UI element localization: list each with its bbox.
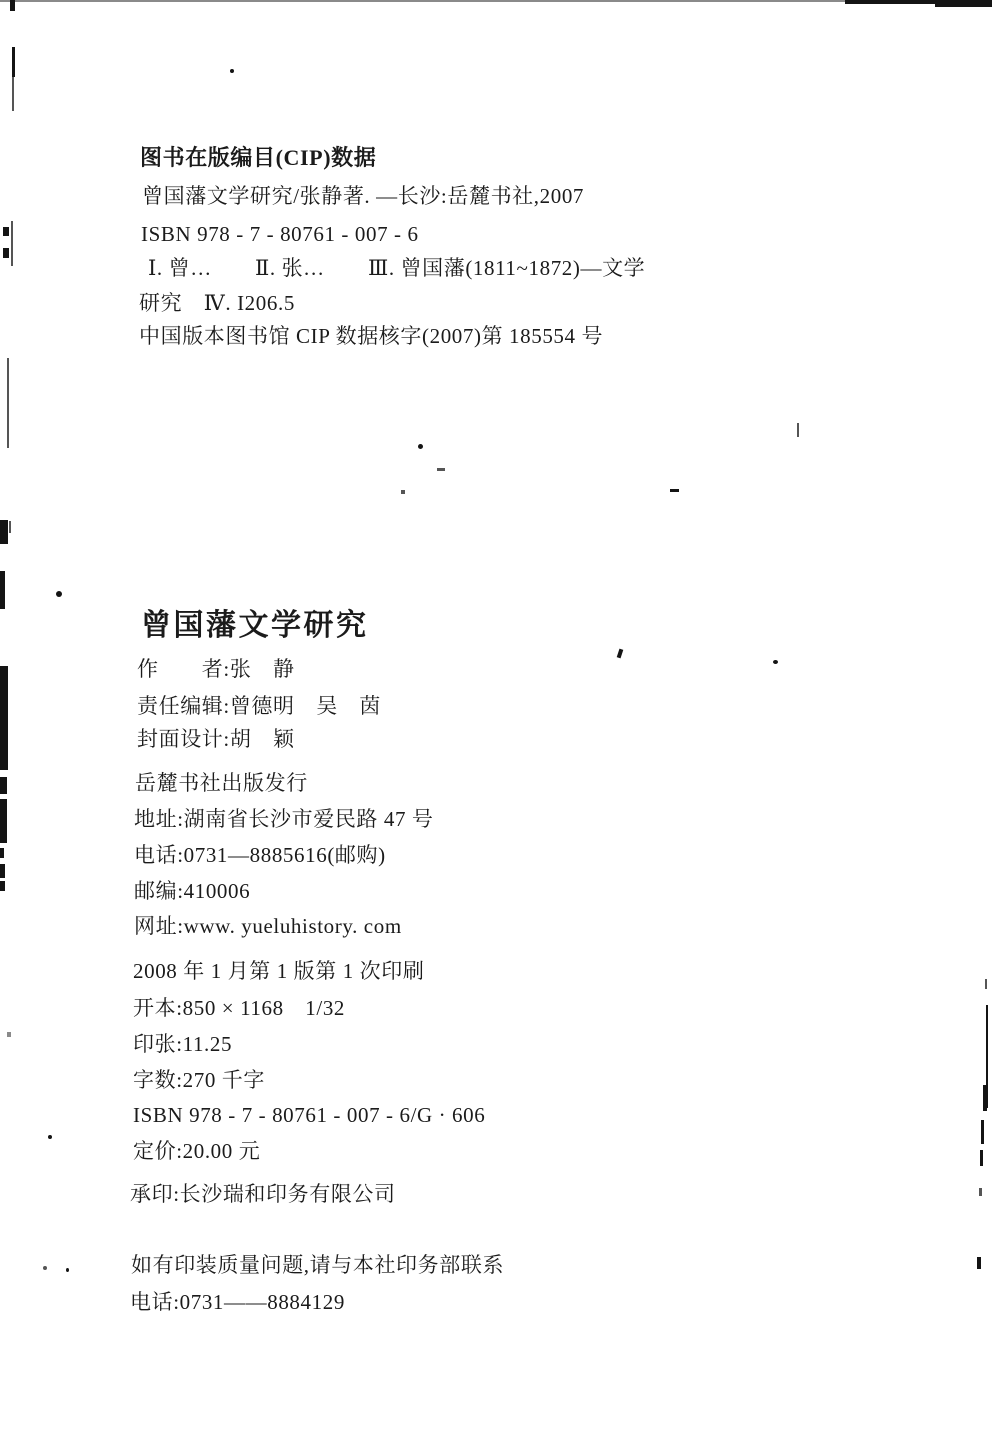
scan-artifact-right-segment — [980, 1150, 983, 1166]
scan-artifact-right-tick — [985, 979, 987, 989]
scan-artifact-left-block — [0, 520, 8, 544]
phone-line: 电话:0731—8885616(邮购) — [134, 843, 386, 867]
quality-phone-line: 电话:0731——8884129 — [130, 1290, 345, 1314]
scan-artifact-top-left-tick — [10, 0, 15, 11]
scan-artifact-left-block — [0, 799, 7, 843]
scan-artifact-left-dash — [0, 864, 5, 878]
cip-registry-number: 中国版本图书馆 CIP 数据核字(2007)第 185554 号 — [139, 324, 604, 348]
cover-design-line: 封面设计:胡 颖 — [137, 727, 295, 751]
scan-artifact-right-wedge — [983, 1085, 987, 1111]
scan-artifact-right-segment — [981, 1120, 984, 1144]
postcode-line: 邮编:410006 — [134, 879, 251, 903]
scan-artifact-left-tick — [9, 521, 11, 533]
publisher-line: 岳麓书社出版发行 — [135, 771, 308, 795]
scan-artifact-left-blob — [3, 227, 9, 236]
scan-artifact-left-blob — [3, 248, 9, 258]
book-title: 曾国藩文学研究 — [141, 609, 369, 642]
scan-artifact-speck — [230, 69, 234, 73]
cip-subjects-line1: Ⅰ. 曾… Ⅱ. 张… Ⅲ. 曾国藩(1811~1872)—文学 — [148, 256, 646, 280]
scan-artifact-speck — [66, 1268, 69, 1272]
scan-artifact-left-block — [0, 777, 7, 794]
scan-artifact-speck — [773, 660, 778, 664]
printer-line: 承印:长沙瑞和印务有限公司 — [130, 1182, 396, 1206]
quality-notice-line: 如有印装质量问题,请与本社印务部联系 — [131, 1253, 505, 1277]
cip-heading: 图书在版编目(CIP)数据 — [140, 145, 377, 170]
scan-artifact-speck — [7, 1032, 11, 1037]
scan-artifact-left-dash — [0, 848, 4, 858]
scan-artifact-left-line — [12, 47, 15, 77]
scan-artifact-tick — [797, 423, 799, 437]
scan-artifact-left-dash — [0, 881, 5, 891]
scan-artifact-top-right-blob — [935, 0, 992, 7]
scan-artifact-right-dot — [979, 1188, 982, 1196]
price-line: 定价:20.00 元 — [133, 1139, 261, 1163]
scan-artifact-top-hairline — [0, 0, 992, 2]
scan-artifact-left-line — [12, 77, 14, 111]
scan-artifact-comma-speck — [617, 649, 624, 659]
cip-bibliography: 曾国藩文学研究/张静著. —长沙:岳麓书社,2007 — [142, 184, 585, 208]
scan-artifact-speck — [418, 444, 423, 449]
scan-artifact-right-mark — [977, 1257, 981, 1269]
scan-artifact-speck — [43, 1266, 47, 1270]
format-line: 开本:850 × 1168 1/32 — [133, 996, 346, 1020]
website-line: 网址:www. yueluhistory. com — [134, 914, 402, 938]
scan-artifact-speck — [401, 490, 405, 494]
isbn-price-code-line: ISBN 978 - 7 - 80761 - 007 - 6/G · 606 — [133, 1103, 486, 1127]
address-line: 地址:湖南省长沙市爱民路 47 号 — [134, 807, 434, 831]
scan-artifact-speck — [48, 1135, 52, 1139]
word-count-line: 字数:270 千字 — [133, 1068, 265, 1092]
scan-artifact-left-line — [11, 221, 13, 266]
cip-subjects-line2: 研究 Ⅳ. I206.5 — [139, 291, 295, 315]
sheets-line: 印张:11.25 — [133, 1032, 233, 1056]
editor-line: 责任编辑:曾德明 吴 茵 — [137, 694, 382, 718]
cip-isbn: ISBN 978 - 7 - 80761 - 007 - 6 — [141, 222, 419, 246]
scan-artifact-left-block — [0, 571, 5, 609]
edition-line: 2008 年 1 月第 1 版第 1 次印刷 — [133, 959, 425, 983]
scan-artifact-bullet-speck — [56, 591, 62, 597]
author-line: 作 者:张 静 — [137, 657, 295, 681]
scan-artifact-left-line — [7, 358, 9, 448]
scan-artifact-dash — [437, 468, 445, 471]
scan-artifact-dash — [670, 489, 679, 492]
scan-artifact-left-block — [0, 666, 8, 770]
